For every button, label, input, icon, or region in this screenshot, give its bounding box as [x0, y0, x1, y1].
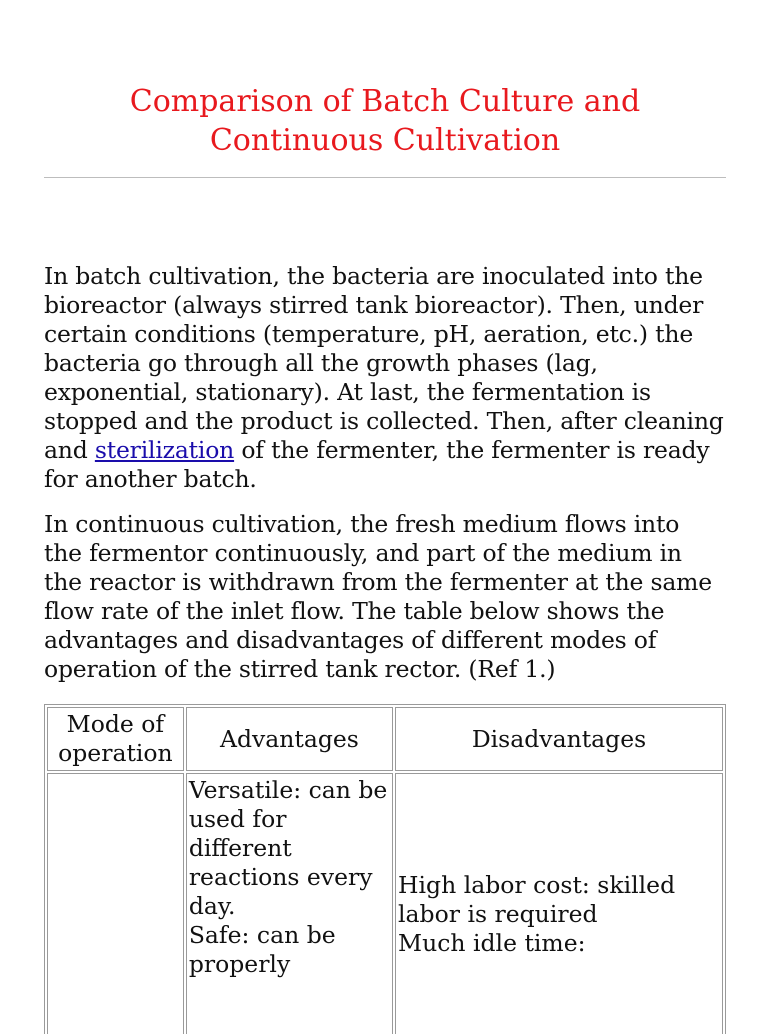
- paragraph1-text-before: In batch cultivation, the bacteria are inoculated into the bioreactor (always stirred tank bioreactor). Then, under certain conditions (temperature, pH, aeration, etc.) the bacteria go through all the growth phases (lag, exponential, stationary). At last, the fermentation is stopped and the product is collected. Then, after cleaning and: [44, 262, 724, 464]
- page-title-line2: Continuous Cultivation: [209, 123, 561, 158]
- paragraph1-text-after: of the fermenter, the fermenter is ready for another batch.: [44, 436, 710, 493]
- continuous-cultivation-paragraph: In continuous cultivation, the fresh medium flows into the fermentor continuously, and part of the medium in the reactor is withdrawn from the fermenter at the same flow rate of the inlet flow. The table below shows the advantages and disadvantages of different modes of operation of the stirred tank rector. (Ref 1.): [44, 510, 712, 683]
- header-mode-of-operation: Mode of operation: [47, 707, 184, 771]
- advantage-safe: Safe: can be properly: [188, 921, 336, 978]
- advantage-versatile: Versatile: can be used for different reactions every day.: [188, 776, 388, 920]
- cell-disadvantages: [395, 773, 723, 1034]
- comparison-table-container: [44, 704, 726, 1034]
- cell-mode: [47, 773, 184, 1034]
- table-header-row: [47, 707, 723, 771]
- page-title-line1: Comparison of Batch Culture and: [129, 84, 641, 119]
- disadvantage-labor-cost: High labor cost: skilled labor is required: [398, 871, 676, 928]
- batch-cultivation-paragraph: [44, 262, 724, 494]
- horizontal-rule: [44, 177, 726, 178]
- header-advantages: Advantages: [186, 707, 393, 771]
- sterilization-link[interactable]: sterilization: [94, 436, 235, 464]
- comparison-table: [44, 704, 726, 1034]
- disadvantage-idle-time: Much idle time:: [398, 929, 586, 957]
- page-title: [44, 82, 726, 160]
- header-disadvantages: Disadvantages: [395, 707, 723, 771]
- table-row: [47, 773, 723, 1034]
- cell-advantages: [186, 773, 393, 1034]
